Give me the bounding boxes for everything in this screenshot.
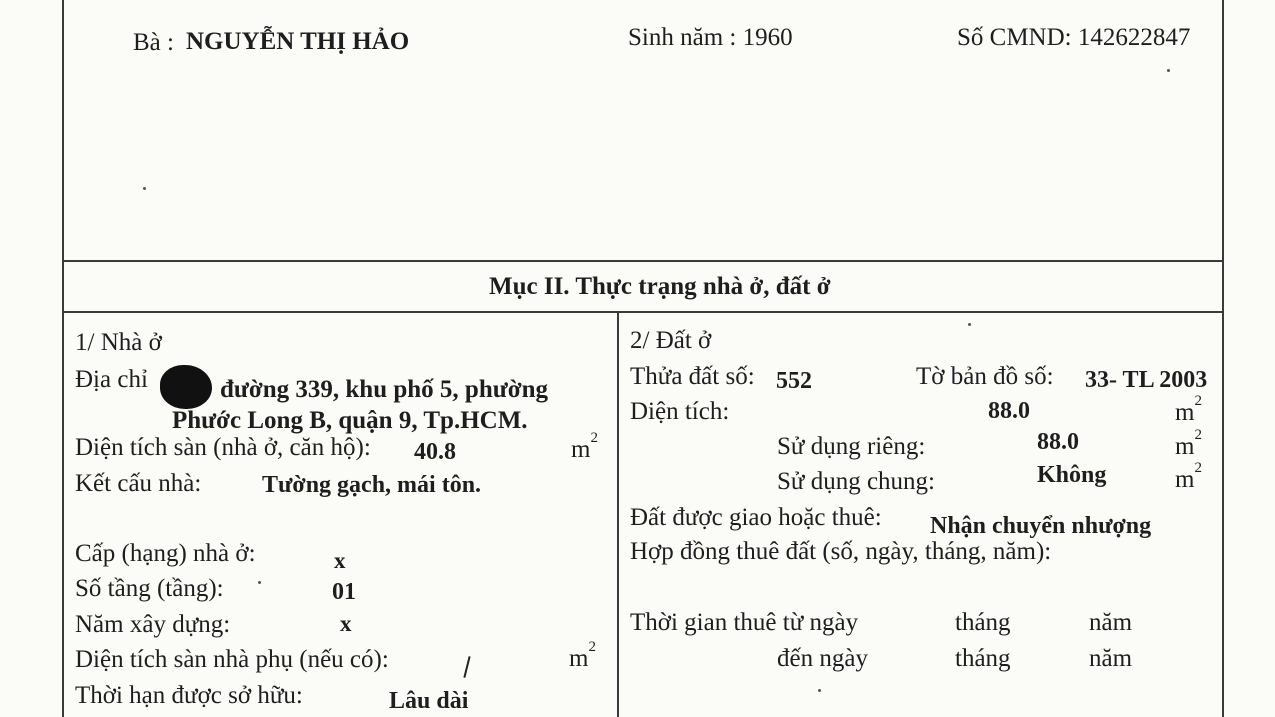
floor-area-label: Diện tích sàn (nhà ở, căn hộ): [75,434,371,461]
year-built-value: x [340,611,352,636]
common-use-label: Sử dụng chung: [777,468,935,495]
grade-label: Cấp (hạng) nhà ở: [75,540,256,567]
lease-to-month-label: tháng [955,645,1011,672]
land-area-unit: $m^2$ [1175,393,1202,426]
lease-from-label: Thời gian thuê từ ngày [630,609,859,636]
structure-value: Tường gạch, mái tôn. [262,472,482,498]
border-right [1222,0,1224,717]
private-use-label: Sử dụng riêng: [777,433,926,460]
land-area-value: 88.0 [988,398,1030,424]
aux-area-label: Diện tích sàn nhà phụ (nếu có): [75,646,389,673]
aux-area-unit: $m^2$ [569,639,596,672]
address-label: Địa chỉ [75,366,148,393]
map-sheet-value: 33- TL 2003 [1085,367,1208,393]
lease-contract-label: Hợp đồng thuê đất (số, ngày, tháng, năm): [630,538,1052,565]
lease-to-year-label: năm [1089,645,1133,672]
structure-label: Kết cấu nhà: [75,470,202,497]
land-area-label: Diện tích: [630,398,730,425]
common-use-unit: $m^2$ [1175,460,1202,493]
scan-speck [143,187,146,190]
section-title: Mục II. Thực trạng nhà ở, đất ở [489,273,831,300]
divider-top [62,260,1224,262]
year-built-label: Năm xây dựng: [75,611,231,638]
lease-from-month-label: tháng [955,609,1011,636]
parcel-label: Thửa đất số: [630,363,755,390]
private-use-value: 88.0 [1037,429,1079,455]
owner-name: NGUYỄN THỊ HẢO [186,28,410,55]
redaction-mark [160,365,212,409]
allocation-value: Nhận chuyển nhượng [930,513,1152,539]
lease-to-label: đến ngày [777,645,868,672]
private-use-unit: $m^2$ [1175,427,1202,460]
border-left [62,0,64,717]
floors-value: 01 [332,579,356,605]
column-divider [617,311,619,717]
map-sheet-label: Tờ bản đồ số: [916,363,1054,390]
floor-area-value: 40.8 [414,439,456,465]
address-line-2: Phước Long B, quận 9, Tp.HCM. [172,407,528,434]
allocation-label: Đất được giao hoặc thuê: [630,504,882,531]
floor-area-unit: $m^2$ [571,430,598,463]
house-heading: 1/ Nhà ở [75,329,162,356]
ownership-label: Thời hạn được sở hữu: [75,682,303,709]
common-use-value: Không [1037,462,1107,488]
lease-from-year-label: năm [1089,609,1133,636]
divider-section [62,311,1224,313]
scan-speck [968,323,971,326]
owner-prefix: Bà : [133,29,174,56]
parcel-value: 552 [776,368,812,394]
land-heading: 2/ Đất ở [630,327,712,354]
scan-speck [1167,69,1170,72]
handwritten-slash [463,656,470,678]
address-line-1: đường 339, khu phố 5, phường [220,376,548,403]
scan-speck [818,689,821,692]
grade-value: x [334,548,346,573]
floors-label: Số tầng (tầng): [75,575,224,602]
birth-year: Sinh năm : 1960 [628,24,793,51]
scan-speck [258,581,261,584]
ownership-value: Lâu dài [389,688,469,714]
id-number: Số CMND: 142622847 [957,24,1191,51]
